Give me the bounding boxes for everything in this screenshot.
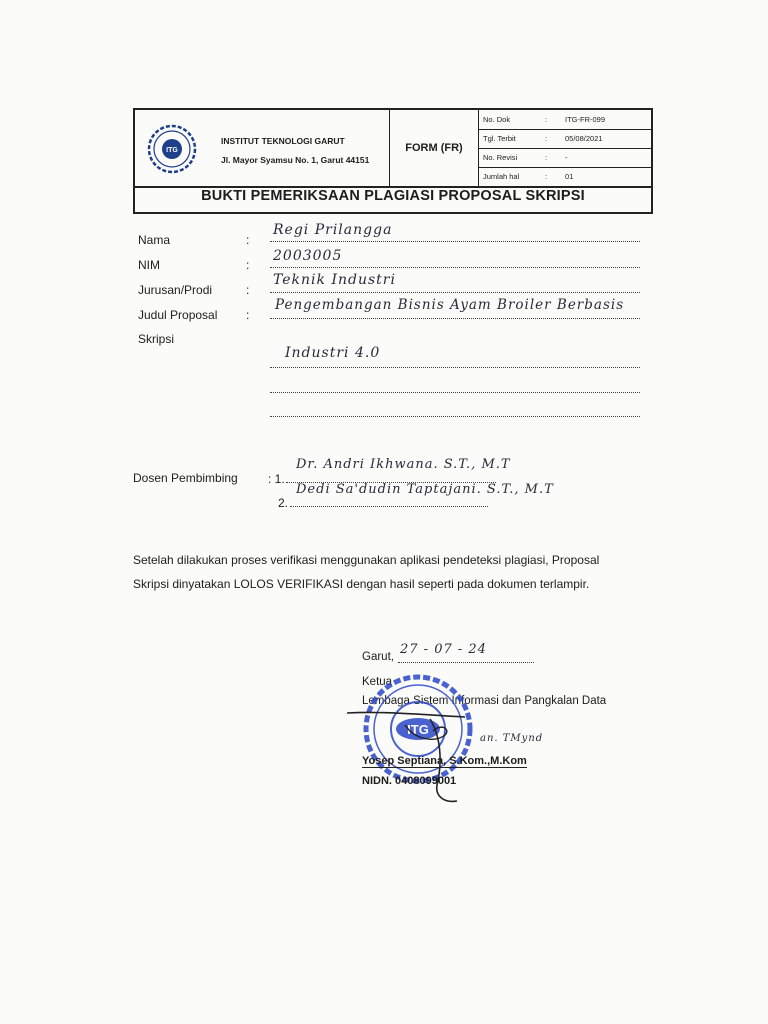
meta-sep: :: [545, 172, 548, 181]
signature-note: an. TMynd: [480, 733, 544, 744]
header-top-row: [135, 110, 651, 188]
meta-row-no-revisi: [478, 148, 651, 168]
dosen-label: Dosen Pembimbing: [133, 471, 238, 485]
meta-value: -: [565, 153, 568, 162]
judul-label: Judul Proposal: [138, 308, 218, 322]
dosen-value-1: Dr. Andri Ikhwana. S.T., M.T: [296, 457, 511, 472]
institution-cell: [135, 110, 389, 186]
signer-unit: Lembaga Sistem Informasi dan Pangkalan Data: [362, 695, 607, 707]
meta-sep: :: [545, 115, 548, 124]
form-header: [133, 108, 653, 214]
meta-key: Tgl. Terbit: [483, 134, 516, 143]
statement-line-2: Skripsi dinyatakan LOLOS VERIFIKASI dengan hasil seperti pada dokumen terlampir.: [133, 577, 590, 591]
judul-value-line2: Industri 4.0: [285, 345, 381, 361]
nama-line: [270, 241, 640, 242]
judul-line-2: [270, 367, 640, 368]
nim-label: NIM: [138, 258, 160, 272]
meta-sep: :: [545, 153, 548, 162]
nama-label: Nama: [138, 233, 171, 247]
nama-value: Regi Prilangga: [273, 222, 393, 238]
dosen-value-2: Dedi Sa'dudin Taptajani. S.T., M.T: [296, 482, 554, 497]
sign-date: 27 - 07 - 24: [400, 642, 487, 657]
meta-row-jumlah-hal: [478, 167, 651, 186]
logo-text: ITG: [166, 147, 178, 154]
signer-role: Ketua: [362, 676, 393, 688]
date-line: [398, 662, 534, 663]
skripsi-label: Skripsi: [138, 332, 175, 346]
meta-row-no-dok: [478, 110, 651, 130]
form-title: BUKTI PEMERIKSAAN PLAGIASI PROPOSAL SKRIPSI: [201, 188, 585, 204]
meta-row-tgl-terbit: [478, 129, 651, 149]
judul-line-3: [270, 392, 640, 393]
meta-sep: :: [545, 134, 548, 143]
judul-value-line1: Pengembangan Bisnis Ayam Broiler Berbasis: [275, 297, 625, 313]
place-label: Garut,: [362, 651, 394, 663]
judul-line-1: [270, 318, 640, 319]
judul-line-4: [270, 416, 640, 417]
institution-name: INSTITUT TEKNOLOGI GARUT: [221, 136, 345, 146]
judul-colon: :: [246, 308, 250, 322]
stamp-text: ITG: [407, 722, 429, 737]
meta-value: ITG-FR-099: [565, 115, 606, 124]
jurusan-colon: :: [246, 283, 250, 297]
meta-value: 01: [565, 172, 574, 181]
meta-key: No. Dok: [483, 115, 511, 124]
signer-nidn: NIDN. 0408099001: [362, 775, 457, 787]
nim-colon: :: [246, 258, 250, 272]
institution-address: Jl. Mayor Syamsu No. 1, Garut 44151: [221, 155, 370, 165]
nim-line: [270, 267, 640, 268]
dosen-num-1: : 1.: [268, 472, 285, 486]
meta-key: Jumlah hal: [483, 172, 520, 181]
jurusan-line: [270, 292, 640, 293]
form-type-label: FORM (FR): [389, 110, 479, 186]
meta-key: No. Revisi: [483, 153, 518, 162]
jurusan-value: Teknik Industri: [273, 272, 396, 288]
document-meta-table: [478, 110, 651, 186]
itg-logo-icon: [147, 124, 197, 174]
nim-value: 2003005: [273, 248, 343, 264]
statement-line-1: Setelah dilakukan proses verifikasi menggunakan aplikasi pendeteksi plagiasi, Proposal: [133, 553, 600, 567]
meta-value: 05/08/2021: [565, 134, 603, 143]
signer-name: Yosep Septiana, S.Kom.,M.Kom: [362, 755, 527, 767]
nama-colon: :: [246, 233, 250, 247]
jurusan-label: Jurusan/Prodi: [138, 283, 213, 297]
dosen-num-2: 2.: [278, 496, 289, 510]
dosen-line-2: [290, 506, 488, 507]
